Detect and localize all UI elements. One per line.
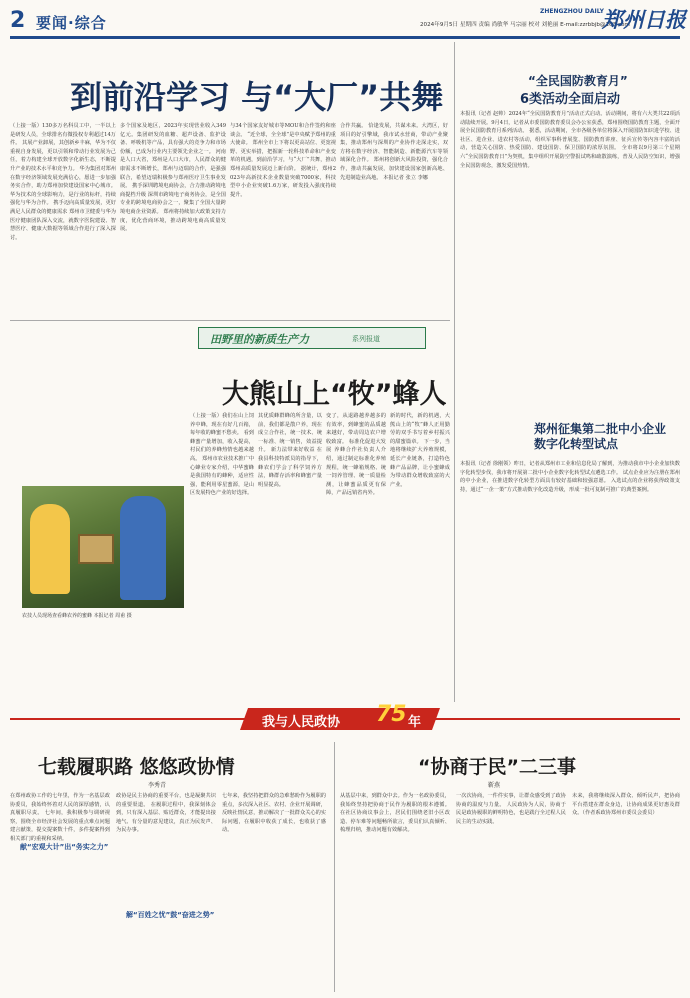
page-number: 2 [10,8,26,33]
article-cppcc1-sub1: 献“宏观大计”出“务实之力” [20,843,109,851]
article-cppcc2-headline: “协商于民”二三事 [418,756,576,778]
article1-col2: 多个国家及地区，2023年实现营业收入349亿元。集团研发的血糖、超声设备、监护设备、呼吸机等产品，具有强大的竞争力和市场份额，已成为行业内主要领先企业之一。 河南是人口大省，郑州是人口大市，人民群众的健康需求不断增长，郑州与迈瑞的合作，是强强联合，希望迈瑞积极参与郑州医疗卫生事业发展。 携手深圳聘境电商协会，合力推动跨境电商提档升级 深圳市跨境电子商务协会，是全国专业的跨境电商协会之一，聚集了全国大量跨境电商企业资源。 郑州将持续加大政策支持力度，优化营商环境，推动跨境电商高质量发展。 [120,123,226,233]
article-cppcc1-col2: 政协是民主协商的重要平台，也是凝聚共识的重要渠道。 在履职过程中，我深刻体会到，只有深入基层、贴近群众，才能提出接地气、有分量的意见建议，真正为民发声、为民办事。 [116,793,216,834]
series-banner-title: 田野里的新质生产力 [210,333,309,346]
article1-col1: （上接一版）130多万名科员工中，一半以上是研发人员，全球排名有微投权专利超过14万件。 其展产业卸展，其创新乡丰麻，华为不仅重视自身发展，更以引领和带动行业发展为己任，着力构建全球开放数字化新生态，不断提升产业的技术水平和竞争力。 华为集团对郑州在数字经济领域发展充满信心，愿进一步加强务实合作，助力郑州加快建设国家中心城市。 华为技术的全球影响力，是行业的标杆，持续强化与华为合作。 携手迈向高质量发展，更好满足人民群众的健康需求 郑州市卫健委与华为医疗健康团队深入交流，就数字医院建设、智慧医疗、健康大数据等领域合作进行了深入探讨。 [10,123,116,241]
header-rule [10,36,680,39]
article3-news-headline: 郑州征集第二批中小企业数字化转型试点 [534,422,667,451]
article-cppcc2-col1: 从基层中来，到群众中去。作为一名政协委员，我始终坚持把协商于民作为履职的根本遵循。 在社区协商议事会上，居民们围绕老旧小区改造、停车难等问题畅所欲言，委员们认真倾听、梳理归纳，推动问题有效解决。 [340,793,450,834]
article2-kicker: “全民国防教育月” [528,74,628,88]
brand-english: ZHENGZHOU DAILY [540,8,604,15]
cppcc-banner-text: 我与人民政协 [262,715,341,730]
article1-col3: 与34个国家友好城市等MOU和合作签约和座谈会。 “近全球，全全球”是中央赋予郑州的重大使命。 郑州全市上下将以更高站位、更宽视野、更实举措，把握新一轮科技革命和产业变革的机遇，到前沿学习，与“大厂”共舞，推动郑州高质量发展迈上新台阶。 据统计，郑州2023年高新技术企业数量突破7000家，科技型中小企业突破1.6万家，研发投入强度持续提升。 [230,123,336,198]
feature-col3: 变了，从退路越养越多的有效率，到蜂蜜的品质越来越好，带动周边农户增收致富。 标准化促进大发展 养蜂合作社负责人介绍，通过制定标准化养殖规程，统一蜂箱规格、统一饲养管理、统一质量检测，让蜂蜜品质更有保障，产品远销省内外。 [326,413,386,497]
article-cppcc2-col3: 未来，我将继续深入群众、倾听民声，把协商平台搭建在群众身边，让协商成果更好惠及群众。（作者系政协郑州市委员会委员） [572,793,680,817]
article1-headline: 到前沿学习 与“大厂”共舞 [70,78,444,116]
feature-col1: （上接一版）我们在山上饲养中蜂，现在有好几百箱，每年收的蜂蜜不愁卖。 看到蜂蜜产量增加，收入提高，村民们的养蜂热情也越来越高。 郑州市农业技术推广中心蜂业专家介绍，中华蜜蜂是我国特有的蜂种，适应性强，能利用零星蜜源，是山区发展特色产业的好选择。 [190,413,254,497]
article-cppcc1-col3: 七年来，我坚持把群众的急难愁盼作为履职的重点，多次深入社区、农村、企业开展调研，反映社情民意，推动解决了一批群众关心的实际问题，在履职中收获了成长，也收获了感动。 [222,793,326,834]
section-title: 要闻·综合 [36,14,107,32]
beekeeper-photo [22,486,184,608]
brand-logo: 郑州日报 [602,7,686,32]
feature-headline: 大熊山上“牧”蜂人 [222,379,447,410]
column-divider [454,42,455,702]
feature-col2: 其优质蜂群蜂的所含量，以前，我们都是散户养，现在成立合作社，统一技术、统一标准、统一销售，效益提升。 新力法带来好收益 在我县科技特派员的指导下，蜂农们学会了科学饲养方法，蜂群存活率和蜂蜜产量明显提高。 [258,413,322,488]
article-cppcc1-col1: 在郑州政协工作的七年里，作为一名基层政协委员，我始终怀着对人民的深厚感情，认真履职尽责。 七年间，我积极参与调研视察，围绕全市经济社会发展的重点难点问题建言献策，提交提案数十件，多件提案得到相关部门的重视和采纳。 [10,793,110,842]
article-cppcc2-author: 靳燕 [488,782,501,789]
series-banner-tag: 系列报道 [352,335,380,343]
article2-body: 本报讯（记者 赵帅）2024年“全民国防教育月”活动正式启动。活动期间，将有六大类共22项活动陆续开展。9月4日，记者从市委国防教育委员会办公室获悉，郑州围绕国防教育主题，全面开展全民国防教育月系列活动。 据悉，活动期间，全市各级各单位将深入开展国防知识进学校、进社区、进企业、进农村等活动，组织军事科普展览、国防教育讲座、征兵宣传等内容丰富的活动，营造关心国防、热爱国防、建设国防、保卫国防的浓厚氛围。 全市将以9月第三个星期六“全民国防教育日”为契机，集中组织开展防空警报试鸣和疏散演练，普及人民防空知识，增强全民国防观念，激发爱国热情。 [460,111,680,169]
article-cppcc1-sub2: 解“百姓之忧”鼓“奋进之势” [126,911,215,919]
person-yellow [30,504,70,594]
date-line: 2024年9月5日 星期四 责编 尚敏华 马宗丽 校对 刘艳丽 E-mail:zzrbbjb@163.com [420,22,630,28]
person-blue [120,496,166,600]
photo-caption: 农技人员现场查看蜂农养的蜜蜂 本报记者 周甫 摄 [22,613,132,619]
article-cppcc1-author: 李秀青 [148,782,167,789]
article-cppcc1-headline: 七载履职路 悠悠政协情 [38,756,235,778]
cppcc-banner-suffix: 年 [408,715,422,730]
article1-col4: 合作共赢。 恰逢发展，共谋未来。大湾区，好项目的好引擎域，我市试水营商，带动产业聚集，推动郑州与深圳的产业协作走深走实，双方将在数字经济、智能制造、新能源汽车等领域深化合作。 郑州将创新大风险投资，强化合作，推动共赢发展，加快建设国家创新高地、先进制造业高地。 本报记者 张立 李娜 [340,123,448,181]
beehive-box [78,534,114,564]
article-cppcc2-col2: 一次次协商，一件件实事，让群众感受到了政协协商的温度与力量。 人民政协为人民，协商于民是政协履职的鲜明特色，也是践行全过程人民民主的生动实践。 [456,793,566,825]
column-divider-bottom [334,742,335,992]
article3-news-body: 本报讯（记者 徐刚领）昨日，记者从郑州市工业和信息化局了解到，为推动我市中小企业加快数字化转型步伐，我市将开展第二批中小企业数字化转型试点遴选工作。 试点企业应为注册在郑州的中小企业，在推进数字化转型方面具有较好基础和较强意愿。 入选试点的企业将获得政策支持，通过“一企一策”方式推动数字化改造升级，形成一批可复制可推广的典型案例。 [460,461,680,493]
section-divider [10,320,450,321]
feature-col4: 新的时代，新的机遇，大熊山上的“牧”蜂人正用勤劳的双手书写着乡村振兴的甜蜜篇章。 下一步，当地将继续扩大养殖规模，延长产业链条，打造特色蜂产品品牌，让小蜜蜂成为带动群众增收致富的大产业。 [390,413,450,488]
article2-headline: 6类活动全面启动 [520,92,621,107]
cppcc-banner-number: 75 [376,702,407,727]
